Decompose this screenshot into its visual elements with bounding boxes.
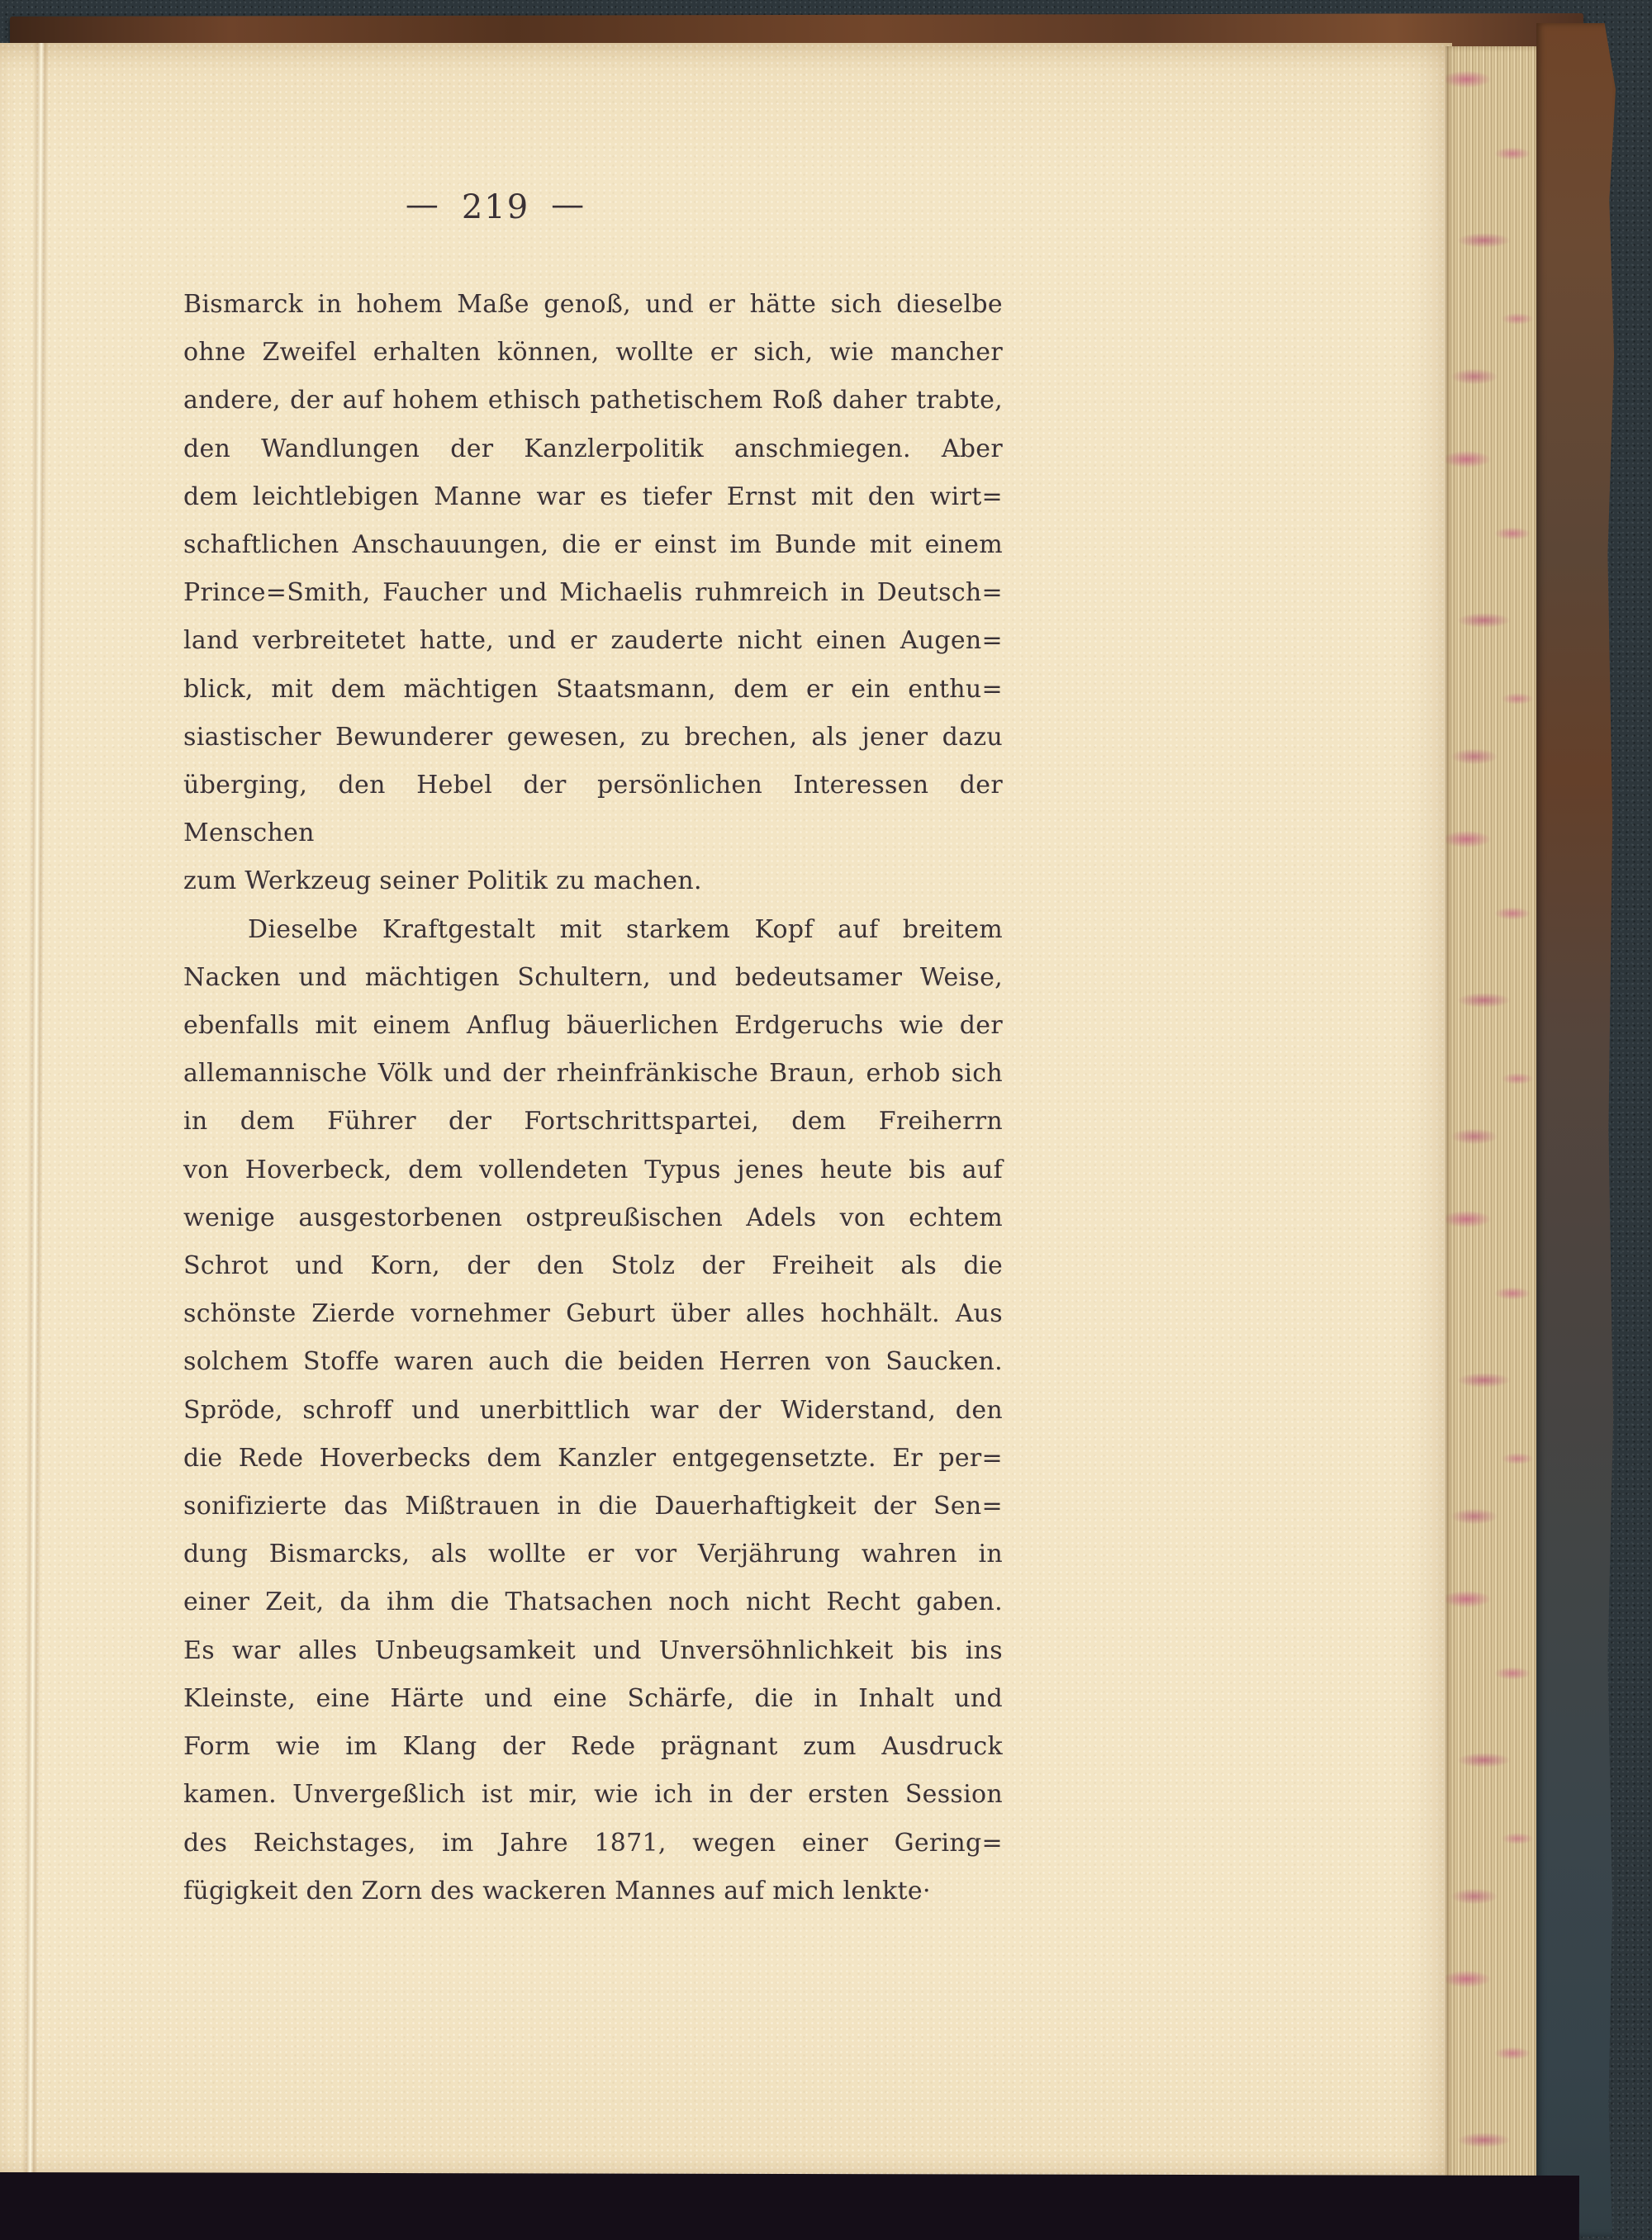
text-line: siastischer Bewunderer gewesen, zu brechen, als jener dazu — [183, 722, 1003, 752]
text-line: fügigkeit den Zorn des wackeren Mannes auf mich lenkte· — [183, 1876, 931, 1905]
page-text — [183, 281, 1003, 1915]
text-line: sonifizierte das Mißtrauen in die Dauerhaftigkeit der Sen= — [183, 1492, 1003, 1521]
text-line: überging, den Hebel der persönlichen Interessen der Menschen — [183, 771, 1003, 848]
page-header — [0, 188, 991, 226]
text-line: schaftlichen Anschauungen, die er einst im Bunde mit einem — [183, 530, 1003, 560]
text-line: blick, mit dem mächtigen Staatsmann, dem er ein enthu= — [183, 674, 1003, 704]
text-line: ebenfalls mit einem Anflug bäuerlichen Erdgeruchs wie der — [183, 1011, 1003, 1041]
header-right-dash: — — [551, 186, 586, 224]
text-line: wenige ausgestorbenen ostpreußischen Adels von echtem — [183, 1203, 1003, 1232]
text-line: solchem Stoffe waren auch die beiden Herren von Saucken. — [183, 1347, 1003, 1377]
text-line: Form wie im Klang der Rede prägnant zum Ausdruck — [183, 1732, 1003, 1762]
text-line: Bismarck in hohem Maße genoß, und er hätte sich dieselbe — [183, 290, 1003, 319]
text-line: schönste Zierde vornehmer Geburt über alles hochhält. Aus — [183, 1299, 1003, 1329]
text-line: Spröde, schroff und unerbittlich war der Widerstand, den — [183, 1395, 1003, 1425]
text-line: land verbreitetet hatte, und er zauderte nicht einen Augen= — [183, 626, 1003, 656]
text-line: Schrot und Korn, der den Stolz der Freiheit als die — [183, 1251, 1003, 1281]
text-line: Es war alles Unbeugsamkeit und Unversöhnlichkeit bis ins — [183, 1635, 1003, 1665]
page-gutter-crease — [22, 43, 49, 2177]
text-line: Dieselbe Kraftgestalt mit starkem Kopf auf breitem — [248, 914, 1003, 944]
text-line: in dem Führer der Fortschrittspartei, dem Freiherrn — [183, 1107, 1003, 1137]
text-line: dung Bismarcks, als wollte er vor Verjährung wahren in — [183, 1540, 1003, 1569]
text-line: Nacken und mächtigen Schultern, und bedeutsamer Weise, — [183, 962, 1003, 992]
text-line: andere, der auf hohem ethisch pathetischem Roß daher trabte, — [183, 386, 1003, 415]
text-line: von Hoverbeck, dem vollendeten Typus jenes heute bis auf — [183, 1155, 1003, 1184]
page-number: 219 — [461, 188, 530, 226]
text-line: die Rede Hoverbecks dem Kanzler entgegensetzte. Er per= — [183, 1443, 1003, 1473]
book-cover-edge — [1536, 23, 1616, 2237]
text-line: den Wandlungen der Kanzlerpolitik anschmiegen. Aber — [183, 434, 1003, 463]
text-line: ohne Zweifel erhalten können, wollte er sich, wie mancher — [183, 338, 1003, 368]
text-line: Kleinste, eine Härte und eine Schärfe, die in Inhalt und — [183, 1683, 1003, 1713]
page-bottom-shadow — [0, 2172, 1579, 2240]
header-left-dash: — — [405, 186, 440, 224]
text-line: Prince=Smith, Faucher und Michaelis ruhmreich in Deutsch= — [183, 578, 1003, 608]
text-line: kamen. Unvergeßlich ist mir, wie ich in der ersten Session — [183, 1780, 1003, 1810]
text-line: des Reichstages, im Jahre 1871, wegen einer Gering= — [183, 1828, 1003, 1858]
book-page — [0, 43, 1452, 2177]
text-line: allemannische Völk und der rheinfränkische Braun, erhob sich — [183, 1059, 1003, 1089]
text-line: dem leichtlebigen Manne war es tiefer Ernst mit den wirt= — [183, 482, 1003, 511]
text-line: zum Werkzeug seiner Politik zu machen. — [183, 866, 702, 896]
text-line: einer Zeit, da ihm die Thatsachen noch nicht Recht gaben. — [183, 1587, 1003, 1617]
page-block-fore-edge — [1446, 46, 1541, 2190]
